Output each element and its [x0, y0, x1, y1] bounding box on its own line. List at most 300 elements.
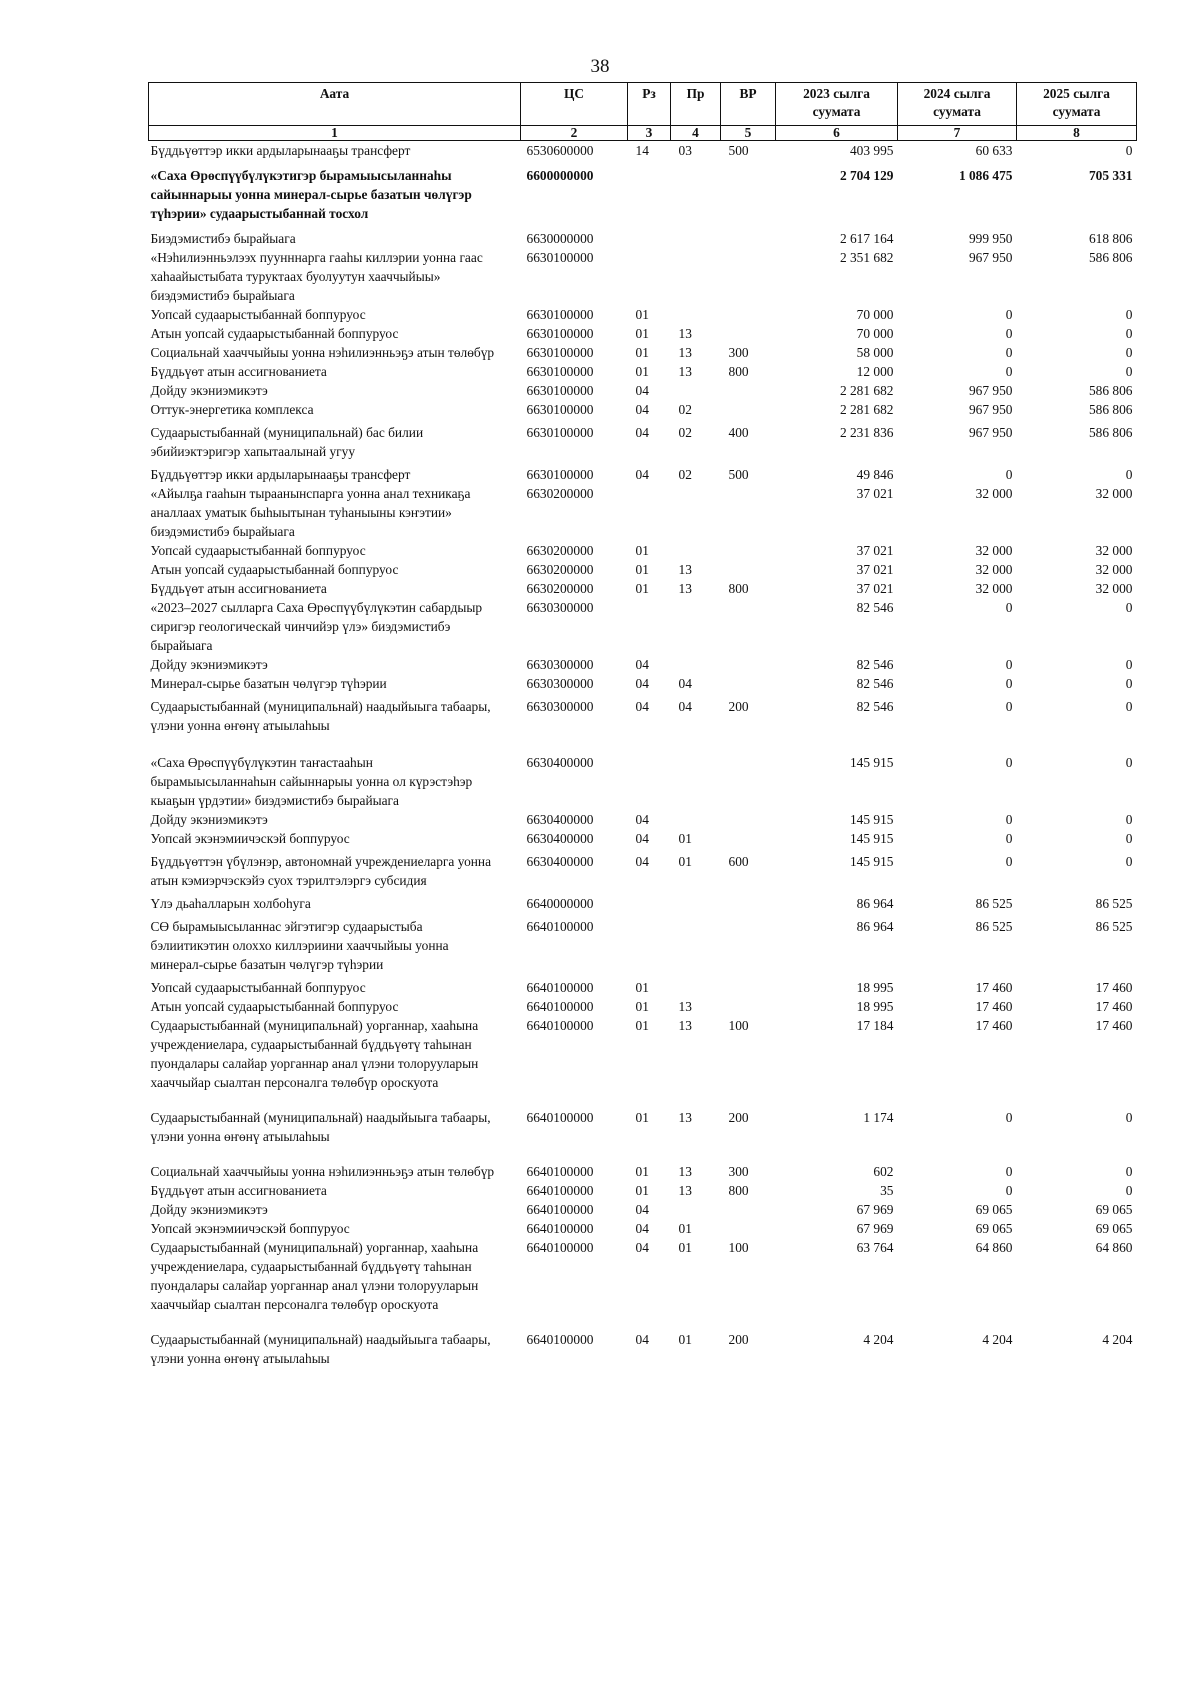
table-row: [149, 1146, 1137, 1181]
row-2025: 0: [1125, 364, 1133, 379]
row-2025: 86 525: [1095, 896, 1133, 911]
row-vr: 500: [728, 467, 749, 482]
row-pr: [671, 735, 721, 810]
row-name: Социальнай хааччыйыы уонна нэһилиэнньэҕэ атын төлөбүр: [150, 1164, 495, 1179]
row-2025: 586 806: [1088, 383, 1133, 398]
table-row: [149, 400, 1137, 419]
table-row: [149, 1200, 1137, 1219]
row-cs: 6630300000: [526, 600, 594, 615]
row-vr: [721, 1219, 776, 1238]
row-pr: 13: [678, 1164, 692, 1179]
table-row: [149, 1092, 1137, 1146]
row-rz: 04: [635, 831, 649, 846]
row-2023: 37 021: [856, 581, 894, 596]
table-row: [149, 484, 1137, 541]
table-row: [149, 248, 1137, 305]
row-2025: 32 000: [1095, 543, 1133, 558]
row-2025: 69 065: [1095, 1221, 1133, 1236]
row-2023: 2 617 164: [839, 231, 894, 246]
table-row: [149, 141, 1137, 161]
row-vr: [721, 997, 776, 1016]
row-name: Дойду экэниэмикэтэ: [150, 1202, 268, 1217]
row-2023: 403 995: [849, 143, 894, 158]
row-2025: 0: [1125, 1110, 1133, 1125]
row-name: Уопсай судаарыстыбаннай боппуруос: [150, 307, 366, 322]
index-3: 3: [628, 126, 671, 141]
row-rz: 04: [635, 1202, 649, 1217]
row-rz: 04: [635, 402, 649, 417]
index-5: 5: [721, 126, 776, 141]
row-2024: 32 000: [975, 581, 1013, 596]
row-vr: 800: [728, 1183, 749, 1198]
row-name: Бүддьүөттэр икки ардыларынааҕы трансферт: [150, 143, 411, 158]
row-2025: 69 065: [1095, 1202, 1133, 1217]
row-cs: 6640100000: [526, 1110, 594, 1125]
row-pr: [671, 913, 721, 974]
row-name: Бүддьүөт атын ассигнованиета: [150, 364, 327, 379]
row-2024: 0: [1005, 1110, 1013, 1125]
row-2025: 0: [1125, 1164, 1133, 1179]
row-cs: 6630100000: [526, 425, 594, 440]
row-vr: 200: [728, 1332, 749, 1347]
row-name: Судаарыстыбаннай (муниципальнай) бас билии эбийиэктэригэр хапытаалынай угуу: [150, 425, 424, 459]
table-row: [149, 362, 1137, 381]
row-2023: 67 969: [856, 1221, 894, 1236]
row-pr: 13: [678, 581, 692, 596]
row-cs: 6640000000: [526, 896, 594, 911]
row-2024: 0: [1005, 699, 1013, 714]
row-cs: 6600000000: [526, 168, 594, 183]
row-pr: 04: [678, 699, 692, 714]
row-2025: 0: [1125, 657, 1133, 672]
row-rz: 04: [635, 676, 649, 691]
budget-table: [148, 82, 1137, 1368]
row-2023: 145 915: [849, 812, 894, 827]
row-pr: 13: [678, 562, 692, 577]
row-rz: [628, 160, 671, 223]
row-name: «Айылҕа гааһын тыраанынспаргa уонна анал техникаҕа аналлаах уматык быһыытынан туһаныыны кэҥэтии» биэдэмистибэ бырайыага: [150, 486, 471, 539]
row-vr: 800: [728, 581, 749, 596]
row-name: Дойду экэниэмикэтэ: [150, 383, 268, 398]
row-2024: 0: [1005, 1164, 1013, 1179]
row-2023: 18 995: [856, 999, 894, 1014]
page-number: 38: [590, 56, 610, 77]
table-row: [149, 1016, 1137, 1092]
table-row: [149, 160, 1137, 223]
row-2025: 32 000: [1095, 562, 1133, 577]
row-2025: 0: [1125, 676, 1133, 691]
row-cs: 6630200000: [526, 562, 594, 577]
index-2: 2: [521, 126, 628, 141]
row-vr: [721, 305, 776, 324]
row-pr: 02: [678, 425, 692, 440]
row-vr: 800: [728, 364, 749, 379]
row-rz: 01: [635, 364, 649, 379]
row-2023: 86 964: [856, 896, 894, 911]
row-2023: 37 021: [856, 562, 894, 577]
row-vr: 100: [728, 1240, 749, 1255]
row-pr: [671, 248, 721, 305]
row-name: Уопсай экэнэмиичэскэй боппуруос: [150, 1221, 350, 1236]
row-2023: 145 915: [849, 831, 894, 846]
row-name: Судаарыстыбаннай (муниципальнай) наадыйыыга табаары, үлэни уонна өҥөнү атыылаһыы: [150, 1332, 491, 1366]
table-row: [149, 829, 1137, 848]
table-row: [149, 324, 1137, 343]
row-2023: 12 000: [856, 364, 894, 379]
row-2024: 0: [1005, 676, 1013, 691]
row-2025: 32 000: [1095, 581, 1133, 596]
row-2024: 967 950: [968, 402, 1013, 417]
row-2024: 4 204: [982, 1332, 1013, 1347]
table-row: [149, 541, 1137, 560]
table-row: [149, 674, 1137, 693]
row-cs: 6640100000: [526, 1221, 594, 1236]
row-2025: 86 525: [1095, 919, 1133, 934]
row-rz: 01: [635, 1018, 649, 1033]
table-row: [149, 974, 1137, 997]
row-vr: [721, 829, 776, 848]
row-2023: 18 995: [856, 980, 894, 995]
row-2024: 32 000: [975, 543, 1013, 558]
row-pr: [671, 890, 721, 913]
row-cs: 6630200000: [526, 543, 594, 558]
row-2023: 1 174: [863, 1110, 894, 1125]
row-vr: 200: [728, 699, 749, 714]
row-2023: 67 969: [856, 1202, 894, 1217]
row-vr: 600: [728, 854, 749, 869]
row-pr: [671, 974, 721, 997]
row-2023: 17 184: [856, 1018, 894, 1033]
table-row: [149, 419, 1137, 461]
row-cs: 6640100000: [526, 1240, 594, 1255]
row-vr: [721, 674, 776, 693]
row-2024: 967 950: [968, 250, 1013, 265]
row-rz: [628, 223, 671, 248]
row-vr: 100: [728, 1018, 749, 1033]
row-2024: 32 000: [975, 486, 1013, 501]
row-pr: 01: [678, 1332, 692, 1347]
row-name: Судаарыстыбаннай (муниципальнай) уорганнар, хааһына учреждениелара, судаарыстыбаннай бүддьүөтү таһынан пуондалары салайар уорганнар анал үлэни толорууларын хааччыйар сыалтан персоналга төлөбүр ороскуота: [150, 1240, 479, 1312]
row-pr: 13: [678, 999, 692, 1014]
row-vr: [721, 160, 776, 223]
table-row: [149, 223, 1137, 248]
row-rz: 01: [635, 999, 649, 1014]
row-cs: 6640100000: [526, 1202, 594, 1217]
row-2023: 37 021: [856, 543, 894, 558]
row-name: Атын уопсай судаарыстыбаннай боппуруос: [150, 562, 399, 577]
row-rz: 04: [635, 467, 649, 482]
row-vr: 300: [728, 345, 749, 360]
row-name: Уопсай экэнэмиичэскэй боппуруос: [150, 831, 350, 846]
row-2024: 0: [1005, 307, 1013, 322]
row-pr: 01: [678, 831, 692, 846]
row-2024: 64 860: [975, 1240, 1013, 1255]
row-2025: 0: [1125, 326, 1133, 341]
row-name: Оттук-энергетика комплекса: [150, 402, 314, 417]
table-row: [149, 461, 1137, 484]
row-2025: 618 806: [1088, 231, 1133, 246]
row-vr: [721, 890, 776, 913]
table-body: [149, 141, 1137, 1369]
row-2024: 17 460: [975, 1018, 1013, 1033]
row-cs: 6640100000: [526, 1332, 594, 1347]
row-cs: 6530600000: [526, 143, 594, 158]
row-name: Үлэ дьаһалларын холбоһуга: [150, 896, 311, 911]
table-row: [149, 810, 1137, 829]
row-2023: 49 846: [856, 467, 894, 482]
row-2023: 63 764: [856, 1240, 894, 1255]
row-cs: 6630100000: [526, 345, 594, 360]
row-2023: 70 000: [856, 307, 894, 322]
table-row: [149, 1219, 1137, 1238]
row-2024: 1 086 475: [958, 168, 1013, 183]
row-pr: 02: [678, 402, 692, 417]
row-vr: [721, 735, 776, 810]
header-2023: 2023 сылга суумата: [776, 83, 898, 126]
row-rz: 14: [635, 143, 649, 158]
row-name: «2023–2027 сылларга Саха Өрөспүүбүлүкэтин сабардыыр сиригэр геологическай чинчийэр үлэ» биэдэмистибэ бырайыага: [150, 600, 483, 653]
row-2023: 86 964: [856, 919, 894, 934]
row-2025: 0: [1125, 812, 1133, 827]
table-row: [149, 735, 1137, 810]
row-vr: 200: [728, 1110, 749, 1125]
row-name: Дойду экэниэмикэтэ: [150, 657, 268, 672]
row-rz: 04: [635, 657, 649, 672]
row-2025: 0: [1125, 755, 1133, 770]
row-name: Минерал-сырье базатын чөлүгэр түһэрии: [150, 676, 387, 691]
row-2023: 2 281 682: [839, 383, 894, 398]
row-name: Биэдэмистибэ бырайыага: [150, 231, 296, 246]
row-2023: 70 000: [856, 326, 894, 341]
row-cs: 6630200000: [526, 581, 594, 596]
row-rz: 04: [635, 812, 649, 827]
row-pr: 03: [678, 143, 692, 158]
row-2025: 17 460: [1095, 980, 1133, 995]
row-2025: 705 331: [1088, 168, 1133, 183]
row-rz: 04: [635, 1240, 649, 1255]
row-name: Бүддьүөттэр икки ардыларынааҕы трансферт: [150, 467, 411, 482]
row-pr: 02: [678, 467, 692, 482]
row-cs: 6630100000: [526, 383, 594, 398]
table-row: [149, 997, 1137, 1016]
row-cs: 6640100000: [526, 999, 594, 1014]
row-pr: 01: [678, 1221, 692, 1236]
row-name: Бүддьүөт атын ассигнованиета: [150, 1183, 327, 1198]
row-name: Уопсай судаарыстыбаннай боппуруос: [150, 543, 366, 558]
row-vr: [721, 913, 776, 974]
row-pr: [671, 305, 721, 324]
row-vr: [721, 1200, 776, 1219]
header-rz: Рз: [628, 83, 671, 126]
header-cs: ЦС: [521, 83, 628, 126]
row-pr: [671, 655, 721, 674]
row-rz: 01: [635, 543, 649, 558]
row-2025: 586 806: [1088, 402, 1133, 417]
row-name: Атын уопсай судаарыстыбаннай боппуруос: [150, 326, 399, 341]
row-2025: 0: [1125, 345, 1133, 360]
row-pr: [671, 810, 721, 829]
row-rz: 01: [635, 326, 649, 341]
row-cs: 6630100000: [526, 364, 594, 379]
row-2023: 58 000: [856, 345, 894, 360]
row-cs: 6630100000: [526, 307, 594, 322]
row-2025: 17 460: [1095, 999, 1133, 1014]
table-row: [149, 1238, 1137, 1314]
row-2024: 86 525: [975, 896, 1013, 911]
row-rz: [628, 890, 671, 913]
index-8: 8: [1017, 126, 1137, 141]
index-1: 1: [149, 126, 521, 141]
row-cs: 6630300000: [526, 676, 594, 691]
row-2024: 0: [1005, 326, 1013, 341]
row-vr: [721, 223, 776, 248]
row-2025: 4 204: [1102, 1332, 1133, 1347]
row-2025: 17 460: [1095, 1018, 1133, 1033]
row-cs: 6630200000: [526, 486, 594, 501]
row-2024: 86 525: [975, 919, 1013, 934]
row-name: Уопсай судаарыстыбаннай боппуруос: [150, 980, 366, 995]
header-pr: Пр: [671, 83, 721, 126]
table-row: [149, 381, 1137, 400]
row-cs: 6630100000: [526, 250, 594, 265]
row-2024: 17 460: [975, 999, 1013, 1014]
table-row: [149, 848, 1137, 890]
row-2024: 0: [1005, 345, 1013, 360]
row-pr: [671, 541, 721, 560]
row-rz: 04: [635, 854, 649, 869]
row-2023: 602: [873, 1164, 894, 1179]
row-name: Социальнай хааччыйыы уонна нэһилиэнньэҕэ атын төлөбүр: [150, 345, 495, 360]
row-name: Дойду экэниэмикэтэ: [150, 812, 268, 827]
budget-table-container: [148, 82, 1136, 1368]
row-rz: 01: [635, 1183, 649, 1198]
row-2024: 0: [1005, 854, 1013, 869]
row-2024: 32 000: [975, 562, 1013, 577]
table-row: [149, 913, 1137, 974]
row-pr: [671, 381, 721, 400]
row-vr: 400: [728, 425, 749, 440]
row-name: СӨ бырамыысыланнас эйгэтигэр судаарыстыба бэлиитикэтин олоххо киллэриини хааччыйыы уонна минерал-сырье базатын чөлүгэр түһэрии: [150, 919, 449, 972]
row-pr: 13: [678, 345, 692, 360]
header-vr: ВР: [721, 83, 776, 126]
row-vr: 500: [728, 143, 749, 158]
row-cs: 6630400000: [526, 755, 594, 770]
row-2023: 82 546: [856, 657, 894, 672]
row-2025: 586 806: [1088, 250, 1133, 265]
row-2025: 586 806: [1088, 425, 1133, 440]
row-rz: 01: [635, 980, 649, 995]
row-2023: 145 915: [849, 755, 894, 770]
row-2025: 0: [1125, 1183, 1133, 1198]
row-cs: 6630100000: [526, 402, 594, 417]
row-2024: 0: [1005, 657, 1013, 672]
row-cs: 6640100000: [526, 980, 594, 995]
table-row: [149, 305, 1137, 324]
row-rz: [628, 735, 671, 810]
row-name: Судаарыстыбаннай (муниципальнай) наадыйыыга табаары, үлэни уонна өҥөнү атыылаһыы: [150, 1110, 491, 1144]
row-2024: 0: [1005, 467, 1013, 482]
row-cs: 6640100000: [526, 1018, 594, 1033]
row-name: «Нэһилиэнньэлээх пуунннарга гааһы киллэрии уонна гаас хаһаайыстыбата туруктаах буолуутун хааччыйыы» биэдэмистибэ бырайыага: [150, 250, 483, 303]
row-2025: 0: [1125, 307, 1133, 322]
row-cs: 6630100000: [526, 326, 594, 341]
row-2025: 64 860: [1095, 1240, 1133, 1255]
row-pr: [671, 484, 721, 541]
row-cs: 6640100000: [526, 1183, 594, 1198]
row-2023: 2 704 129: [839, 168, 894, 183]
row-pr: 13: [678, 1110, 692, 1125]
row-2025: 0: [1125, 467, 1133, 482]
row-2025: 0: [1125, 854, 1133, 869]
row-name: «Саха Өрөспүүбүлүкэтин таҥастааһын бырамыысыланнаһын сайыннарыы уонна ол күрэстэһэр кыаҕын үрдэтии» биэдэмистибэ бырайыага: [150, 755, 473, 808]
row-cs: 6630400000: [526, 854, 594, 869]
row-2024: 69 065: [975, 1221, 1013, 1236]
row-rz: 04: [635, 1332, 649, 1347]
row-name: Судаарыстыбаннай (муниципальнай) наадыйыыга табаары, үлэни уонна өҥөнү атыылаһыы: [150, 699, 491, 733]
row-2025: 0: [1125, 831, 1133, 846]
table-row: [149, 598, 1137, 655]
table-row: [149, 655, 1137, 674]
row-rz: [628, 484, 671, 541]
table-row: [149, 560, 1137, 579]
row-2024: 967 950: [968, 383, 1013, 398]
row-2025: 0: [1125, 143, 1133, 158]
row-cs: 6630400000: [526, 831, 594, 846]
row-vr: [721, 400, 776, 419]
row-name: Судаарыстыбаннай (муниципальнай) уорганнар, хааһына учреждениелара, судаарыстыбаннай бүддьүөтү таһынан пуондалары салайар уорганнар анал үлэни толорууларын хааччыйар сыалтан персоналга төлөбүр ороскуота: [150, 1018, 479, 1090]
row-2024: 69 065: [975, 1202, 1013, 1217]
row-rz: [628, 598, 671, 655]
row-rz: 01: [635, 1164, 649, 1179]
row-2023: 2 231 836: [839, 425, 894, 440]
row-2023: 82 546: [856, 676, 894, 691]
row-vr: [721, 598, 776, 655]
row-2024: 0: [1005, 812, 1013, 827]
row-2023: 37 021: [856, 486, 894, 501]
row-vr: [721, 655, 776, 674]
row-pr: 04: [678, 676, 692, 691]
row-2024: 0: [1005, 1183, 1013, 1198]
row-2023: 4 204: [863, 1332, 894, 1347]
table-row: [149, 693, 1137, 735]
row-rz: 04: [635, 425, 649, 440]
row-2024: 967 950: [968, 425, 1013, 440]
header-2025: 2025 сылга суумата: [1017, 83, 1137, 126]
row-2024: 0: [1005, 600, 1013, 615]
row-vr: [721, 324, 776, 343]
table-row: [149, 343, 1137, 362]
row-vr: 300: [728, 1164, 749, 1179]
row-vr: [721, 974, 776, 997]
row-vr: [721, 484, 776, 541]
row-2025: 0: [1125, 600, 1133, 615]
row-pr: 01: [678, 854, 692, 869]
row-2023: 145 915: [849, 854, 894, 869]
row-rz: 04: [635, 1221, 649, 1236]
row-rz: 01: [635, 581, 649, 596]
row-rz: [628, 913, 671, 974]
row-2023: 2 281 682: [839, 402, 894, 417]
row-2024: 17 460: [975, 980, 1013, 995]
row-2025: 0: [1125, 699, 1133, 714]
row-cs: 6640100000: [526, 919, 594, 934]
row-name: Бүддьүөттэн үбүлэнэр, автономнай учреждениеларга уонна атын кэмиэрчэскэйэ суох тэрилтэлэргэ субсидия: [150, 854, 492, 888]
row-pr: 13: [678, 1018, 692, 1033]
row-rz: 04: [635, 383, 649, 398]
row-name: «Саха Өрөспүүбүлүкэтигэр бырамыысыланнаһы сайыннарыы уонна минерал-сырье базатын чөлүгэр түһэрии» судаарыстыбаннай тосхол: [150, 168, 472, 221]
header-name: Аата: [149, 83, 521, 126]
row-name: Бүддьүөт атын ассигнованиета: [150, 581, 327, 596]
